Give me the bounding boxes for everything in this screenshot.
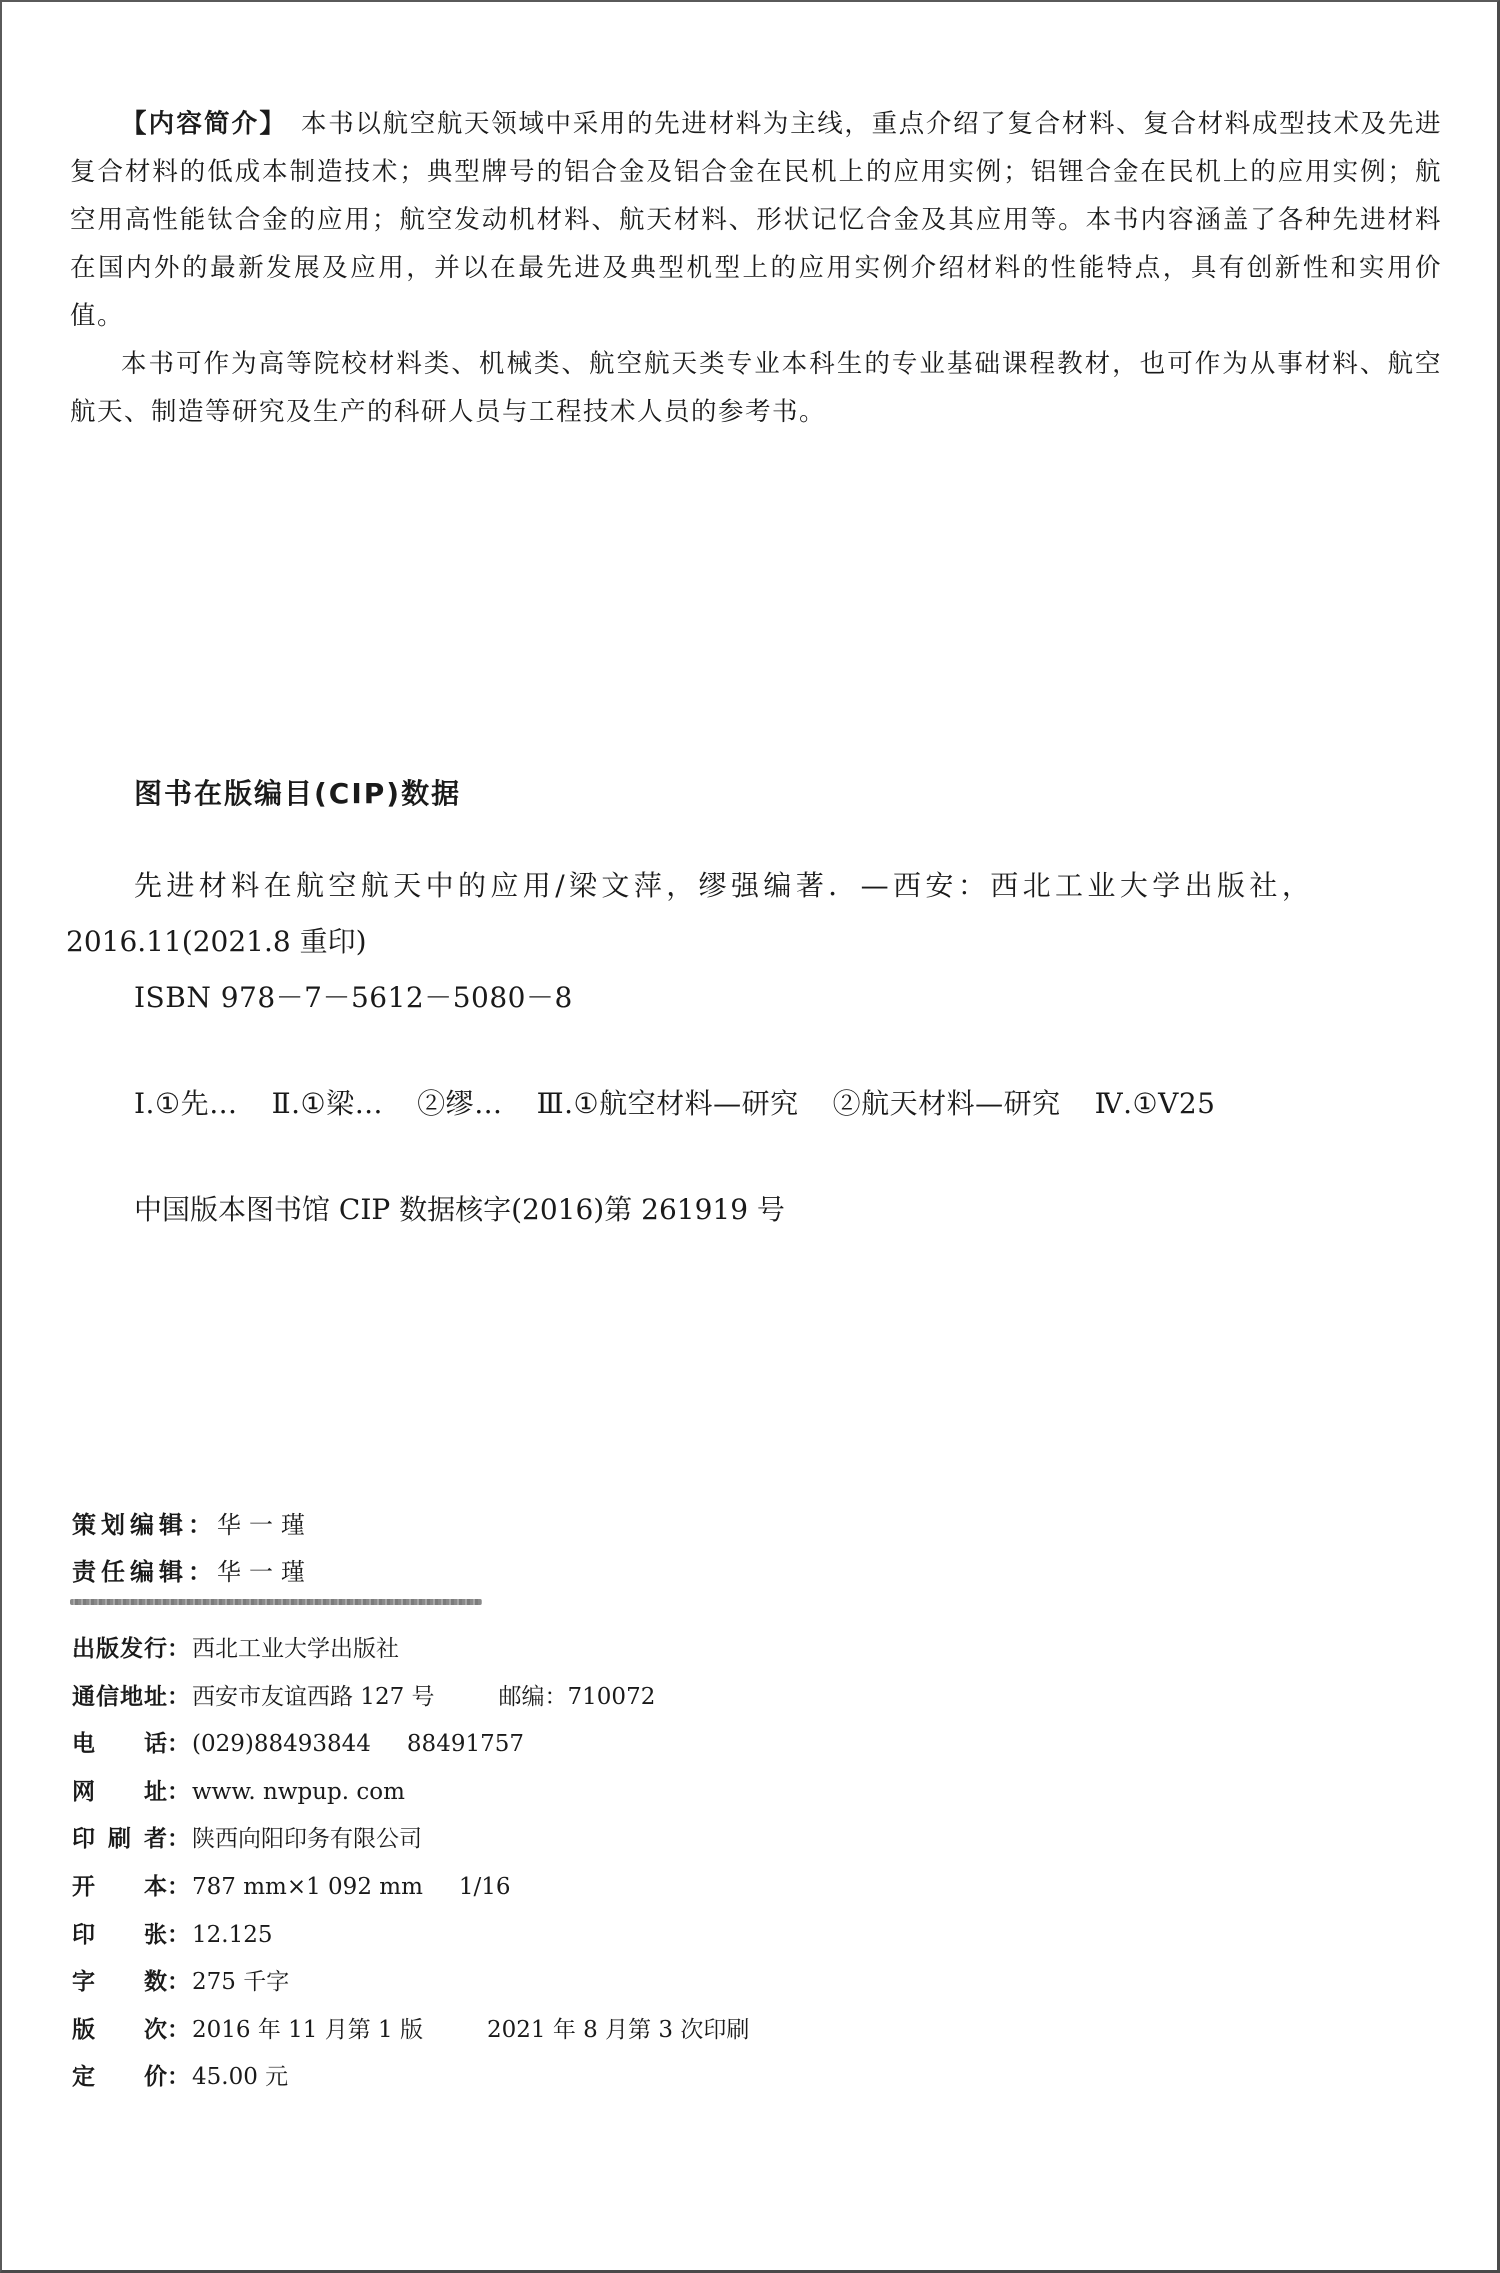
pub-key: 网址 (72, 1778, 167, 1805)
price: 45.00 元 (192, 2064, 289, 2091)
colon: ： (167, 1636, 190, 1662)
pub-value: 西安市友谊西路 127 号 (192, 1683, 435, 1710)
pub-row-sheets (72, 1912, 749, 1960)
colon: ： (167, 1873, 190, 1900)
summary-text-1: 本书以航空航天领域中采用的先进材料为主线，重点介绍了复合材料、复合材料成型技术及先进复合材料的低成本制造技术；典型牌号的铝合金及铝合金在民机上的应用实例；铝锂合金在民机上的应用实例；航空用高性能钛合金的应用；航空发动机材料、航天材料、形状记忆合金及其应用等。本书内容涵盖了各种先进材料在国内外的最新发展及应用，并以在最先进及典型机型上的应用实例介绍材料的性能特点，具有创新性和实用价值。 (70, 109, 1442, 331)
pub-row-format (72, 1864, 749, 1912)
colon: ： (167, 1921, 190, 1948)
pub-key: 出版发行 (72, 1636, 167, 1662)
colon: ： (167, 1969, 190, 1996)
cip-edition-line: 2016.11(2021.8 重印) (66, 925, 367, 958)
colon: ： (167, 1826, 190, 1853)
colon: ： (188, 1511, 217, 1539)
pub-value: 275 千字 (192, 1969, 290, 1996)
pub-key: 电话 (72, 1731, 167, 1758)
colon: ： (167, 1683, 190, 1710)
classification-item: Ⅲ.①航空材料—研究 (536, 1087, 799, 1120)
pub-row-website (72, 1769, 749, 1817)
pub-key: 印刷者 (72, 1826, 167, 1853)
summary-paragraph-1 (70, 100, 1442, 340)
classification-item: ②缪… (417, 1087, 503, 1120)
pub-key: 版次 (72, 2016, 167, 2043)
pub-key: 印张 (72, 1921, 167, 1948)
isbn: ISBN 978－7－5612－5080－8 (134, 981, 573, 1014)
cip-title-line: 先进材料在航空航天中的应用/梁文萍，缪强编著．—西安：西北工业大学出版社， (134, 869, 1315, 902)
colon: ： (167, 1778, 190, 1805)
pub-row-printer (72, 1816, 749, 1864)
phone-2: 88491757 (406, 1731, 524, 1758)
colon: ： (188, 1558, 217, 1586)
pub-row-price (72, 2054, 749, 2102)
postal-code: 邮编：710072 (498, 1683, 656, 1710)
pub-row-edition (72, 2007, 749, 2055)
summary-label: 【内容简介】 (121, 109, 288, 139)
classification-item: Ⅱ.①梁… (271, 1087, 384, 1120)
classification-item: Ⅰ.①先… (134, 1087, 238, 1120)
colon: ： (167, 2016, 190, 2043)
pub-key: 字数 (72, 1969, 167, 1996)
pub-key: 通信地址 (72, 1683, 167, 1710)
pub-key: 定价 (72, 2064, 167, 2091)
reprint-info: 2021 年 8 月第 3 次印刷 (487, 2016, 750, 2043)
content-summary (70, 100, 1442, 436)
colon: ： (167, 1731, 190, 1758)
pub-value: 12.125 (192, 1921, 273, 1948)
classification-item: Ⅳ.①V25 (1094, 1087, 1216, 1120)
publication-info (72, 1626, 749, 2102)
editor-row-responsible (72, 1549, 313, 1596)
pub-value: 陕西向阳印务有限公司 (192, 1826, 422, 1853)
summary-paragraph-2: 本书可作为高等院校材料类、机械类、航空航天类专业本科生的专业基础课程教材，也可作为从事材料、航空航天、制造等研究及生产的科研人员与工程技术人员的参考书。 (70, 349, 1442, 427)
cip-classification (134, 1082, 1250, 1122)
pub-row-address (72, 1674, 749, 1722)
pub-value: 西北工业大学出版社 (192, 1636, 399, 1662)
editor-value: 华一瑾 (217, 1511, 313, 1539)
editor-value: 华一瑾 (217, 1558, 313, 1586)
divider-rule (70, 1599, 482, 1605)
classification-item: ②航天材料—研究 (832, 1087, 1061, 1120)
pub-value: 2016 年 11 月第 1 版 (192, 2016, 423, 2043)
editors-block (72, 1502, 313, 1596)
editor-key: 责任编辑 (72, 1558, 188, 1586)
website-link[interactable]: www. nwpup. com (192, 1778, 405, 1805)
editor-row-planning (72, 1502, 313, 1549)
pub-key: 开本 (72, 1873, 167, 1900)
editor-key: 策划编辑 (72, 1511, 188, 1539)
pub-row-phone (72, 1721, 749, 1769)
cip-number: 中国版本图书馆 CIP 数据核字(2016)第 261919 号 (134, 1193, 785, 1226)
colon: ： (167, 2064, 190, 2091)
pub-row-publisher (72, 1626, 749, 1674)
pub-row-wordcount (72, 1959, 749, 2007)
format-fraction: 1/16 (458, 1873, 511, 1900)
cip-heading: 图书在版编目(CIP)数据 (134, 777, 462, 810)
pub-value: (029)88493844 (192, 1731, 371, 1758)
pub-value: 787 mm×1 092 mm (192, 1873, 423, 1900)
